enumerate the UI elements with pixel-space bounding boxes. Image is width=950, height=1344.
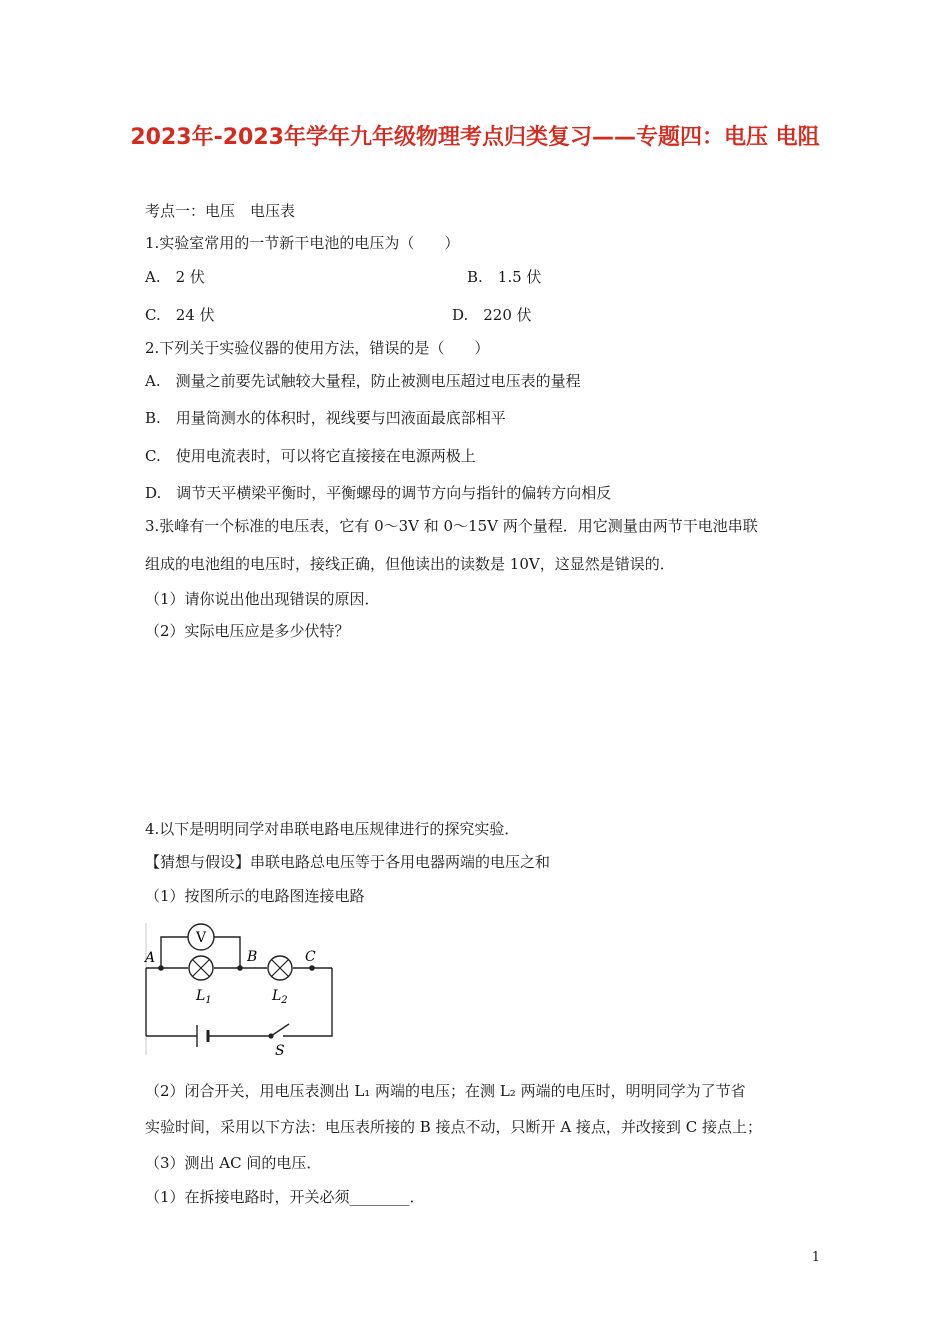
question-4-step-3: （3）测出 AC 间的电压． [145, 1154, 322, 1172]
lamp-l2-label: $L_2$ [272, 988, 288, 1006]
switch-label: S [275, 1043, 285, 1059]
question-4-step-1: （1）按图所示的电路图连接电路 [145, 887, 365, 905]
point-b-label: B [247, 949, 258, 965]
section-heading: 考点一：电压 电压表 [145, 202, 296, 220]
question-2-option-c: C. 使用电流表时，可以将它直接接在电源两极上 [145, 447, 476, 465]
circuit-diagram [140, 915, 350, 1060]
question-2-option-d: D. 调节天平横梁平衡时，平衡螺母的调节方向与指针的偏转方向相反 [145, 484, 612, 502]
question-1-stem: 1.实验室常用的一节新干电池的电压为（ ） [145, 234, 460, 252]
question-3-part-2: （2）实际电压应是多少伏特？ [145, 622, 350, 640]
question-1-option-d: D. 220 伏 [452, 306, 532, 324]
junction-a [158, 965, 164, 971]
page-number: 1 [811, 1250, 820, 1265]
voltmeter-label: V [195, 930, 207, 946]
question-2-stem: 2.下列关于实验仪器的使用方法，错误的是（ ） [145, 339, 490, 357]
lamp-l1-symbol [189, 956, 213, 980]
question-2-option-a: A. 测量之前要先试触较大量程，防止被测电压超过电压表的量程 [145, 372, 581, 390]
point-a-label: A [145, 950, 156, 966]
question-4-step-2-line-2: 实验时间，采用以下方法：电压表所接的 B 接点不动，只断开 A 接点，并改接到 C 接点上； [145, 1118, 762, 1136]
question-3-line-1: 3.张峰有一个标准的电压表，它有 0～3V 和 0～15V 两个量程．用它测量由两节干电池串联 [145, 517, 758, 535]
question-4-hypothesis: 【猜想与假设】串联电路总电压等于各用电器两端的电压之和 [145, 853, 551, 871]
question-3-line-2: 组成的电池组的电压时，接线正确，但他读出的读数是 10V，这显然是错误的． [145, 555, 675, 573]
question-1-option-b: B. 1.5 伏 [467, 268, 542, 286]
junction-c [309, 965, 315, 971]
lamp-l1-label: $L_1$ [196, 988, 212, 1006]
question-4-sub-1: （1）在拆接电路时，开关必须________． [145, 1188, 425, 1206]
switch-contact [268, 1033, 273, 1038]
question-1-option-c: C. 24 伏 [145, 306, 215, 324]
lamp-l2-symbol [268, 956, 292, 980]
question-4-step-2-line-1: （2）闭合开关，用电压表测出 L₁ 两端的电压；在测 L₂ 两端的电压时，明明同学为了节省 [145, 1082, 746, 1100]
question-4-stem: 4.以下是明明同学对串联电路电压规律进行的探究实验． [145, 820, 520, 838]
question-1-option-a: A. 2 伏 [145, 268, 205, 286]
page-title: 2023年-2023年学年九年级物理考点归类复习——专题四：电压 电阻 [130, 125, 820, 150]
question-3-part-1: （1）请你说出他出现错误的原因． [145, 590, 380, 608]
point-c-label: C [305, 949, 316, 965]
question-2-option-b: B. 用量筒测水的体积时，视线要与凹液面最底部相平 [145, 409, 506, 427]
junction-b [237, 965, 243, 971]
